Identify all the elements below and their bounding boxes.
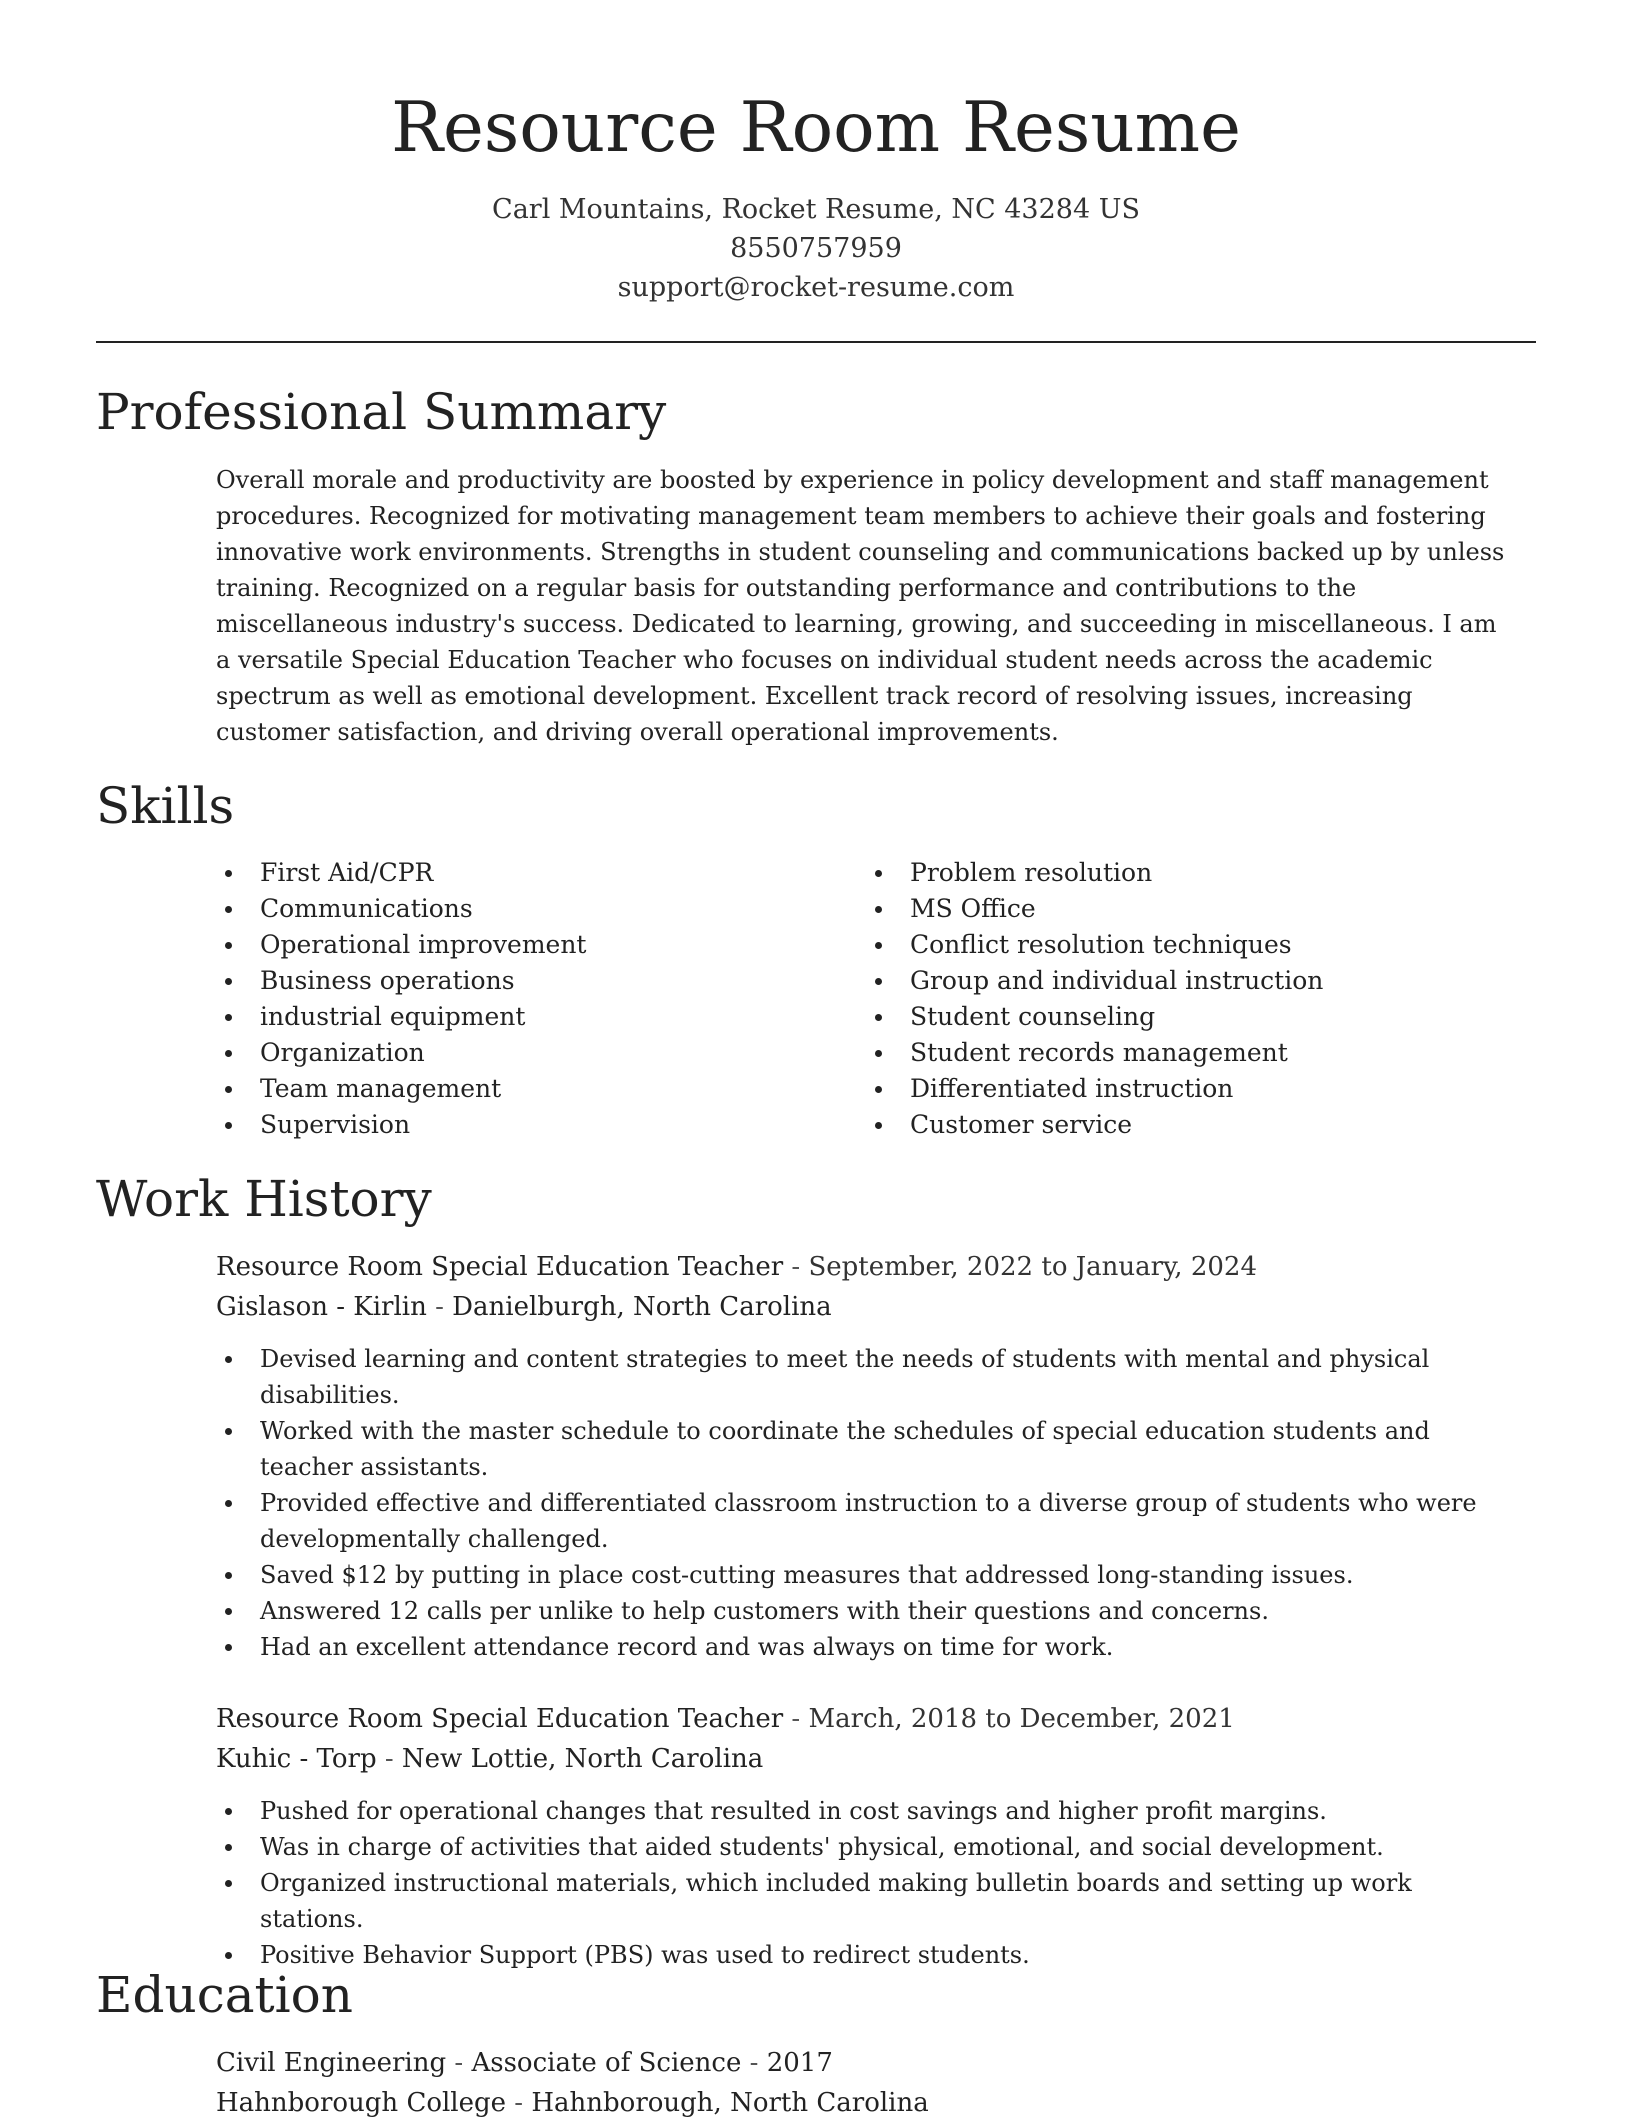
skill-item: Team management <box>216 1071 866 1107</box>
skill-item: Customer service <box>866 1107 1516 1143</box>
separator: - <box>376 1744 402 1774</box>
separator: - <box>783 1252 809 1282</box>
job-bullet: Saved $12 by putting in place cost-cutting measures that addressed long-standing issues. <box>216 1557 1510 1593</box>
job-company: Gislason - Kirlin <box>216 1292 427 1322</box>
job-bullets <box>216 1341 1536 1665</box>
job-role: Resource Room Special Education Teacher <box>216 1704 784 1734</box>
job-bullet: Pushed for operational changes that resulted in cost savings and higher profit margins. <box>216 1793 1510 1829</box>
job-bullet: Organized instructional materials, which included making bulletin boards and setting up work stations. <box>216 1865 1510 1937</box>
resume-header <box>0 0 1632 307</box>
job-bullet: Worked with the master schedule to coordinate the schedules of special education students and teacher assistants. <box>216 1413 1510 1485</box>
job-entry <box>216 1699 1536 1973</box>
education-degree: Associate of Science <box>471 2048 742 2078</box>
job-title-line <box>216 1247 1536 1287</box>
job-location: Danielburgh, North Carolina <box>452 1292 832 1322</box>
separator: - <box>446 2048 472 2078</box>
skill-item: Communications <box>216 891 866 927</box>
job-bullet: Provided effective and differentiated classroom instruction to a diverse group of students who were developmentally challenged. <box>216 1485 1510 1557</box>
education-school-line <box>216 2083 1536 2123</box>
job-dates: March, 2018 to December, 2021 <box>808 1704 1235 1734</box>
contact-email: support@rocket-resume.com <box>617 272 1015 303</box>
job-company-line <box>216 1287 1536 1327</box>
education-location: Hahnborough, North Carolina <box>531 2088 929 2118</box>
job-bullets <box>216 1793 1536 1973</box>
resume-title: Resource Room Resume <box>391 88 1241 168</box>
skill-item: Organization <box>216 1035 866 1071</box>
job-bullet: Had an excellent attendance record and was always on time for work. <box>216 1629 1510 1665</box>
education-field: Civil Engineering <box>216 2048 447 2078</box>
contact-phone: 8550757959 <box>730 233 902 264</box>
contact-address: Carl Mountains, Rocket Resume, NC 43284 US <box>492 194 1140 225</box>
separator: - <box>783 1704 809 1734</box>
skill-item: First Aid/CPR <box>216 855 866 891</box>
job-role: Resource Room Special Education Teacher <box>216 1252 784 1282</box>
skill-item: Conflict resolution techniques <box>866 927 1516 963</box>
education-entry <box>216 2043 1536 2123</box>
job-location: New Lottie, North Carolina <box>401 1744 764 1774</box>
education-school: Hahnborough College <box>216 2088 507 2118</box>
skill-item: Differentiated instruction <box>866 1071 1516 1107</box>
header-divider <box>96 341 1536 343</box>
separator: - <box>506 2088 532 2118</box>
summary-heading: Professional Summary <box>96 383 667 441</box>
job-bullet: Was in charge of activities that aided students' physical, emotional, and social development. <box>216 1829 1510 1865</box>
skill-item: Student records management <box>866 1035 1516 1071</box>
education-heading: Education <box>96 1966 353 2024</box>
skills-list <box>216 855 1536 1143</box>
skill-item: Business operations <box>216 963 866 999</box>
education-degree-line <box>216 2043 1536 2083</box>
job-company-line <box>216 1739 1536 1779</box>
job-title-line <box>216 1699 1536 1739</box>
work-history-heading: Work History <box>96 1170 432 1228</box>
skill-item: Supervision <box>216 1107 866 1143</box>
separator: - <box>741 2048 767 2078</box>
skills-heading: Skills <box>96 777 235 835</box>
job-dates: September, 2022 to January, 2024 <box>808 1252 1258 1282</box>
contact-info <box>0 190 1632 307</box>
skill-item: Operational improvement <box>216 927 866 963</box>
skill-item: Problem resolution <box>866 855 1516 891</box>
skill-item: Group and individual instruction <box>866 963 1516 999</box>
job-bullet: Answered 12 calls per unlike to help customers with their questions and concerns. <box>216 1593 1510 1629</box>
job-bullet: Positive Behavior Support (PBS) was used to redirect students. <box>216 1937 1510 1973</box>
education-year: 2017 <box>766 2048 833 2078</box>
skill-item: industrial equipment <box>216 999 866 1035</box>
job-company: Kuhic - Torp <box>216 1744 377 1774</box>
summary-text: Overall morale and productivity are boosted by experience in policy development and staff management procedures. Recognized for motivating management team members to achieve their goals and fostering innovative work environments. Strengths in student counseling and communications backed up by unless training. Recognized on a regular basis for outstanding performance and contributions to the miscellaneous industry's success. Dedicated to learning, growing, and succeeding in miscellaneous. I am a versatile Special Education Teacher who focuses on individual student needs across the academic spectrum as well as emotional development. Excellent track record of resolving issues, increasing customer satisfaction, and driving overall operational improvements. <box>216 466 1505 746</box>
separator: - <box>426 1292 453 1322</box>
job-bullet: Devised learning and content strategies to meet the needs of students with mental and physical disabilities. <box>216 1341 1510 1413</box>
skill-item: MS Office <box>866 891 1516 927</box>
skill-item: Student counseling <box>866 999 1516 1035</box>
job-entry <box>216 1247 1536 1665</box>
